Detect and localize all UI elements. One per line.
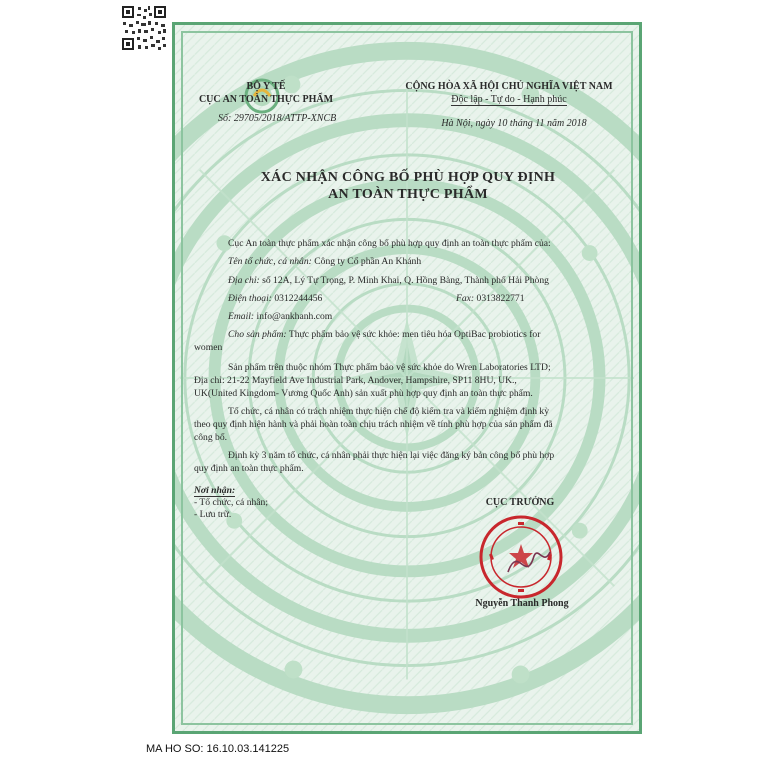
recipients-label-text: Nơi nhận: — [194, 485, 236, 496]
fax-label: Fax: — [456, 293, 475, 304]
paragraph2-line3: công bố. — [194, 432, 228, 443]
national-motto — [384, 93, 634, 107]
paragraph3-line1: Định kỳ 3 năm tổ chức, cá nhân phải thực hiện lại việc đăng ký bản công bố phù hợp — [228, 450, 555, 461]
paragraph1-line2: Địa chỉ: 21-22 Mayfield Ave Industrial Park, Andover, Hampshire, SP11 8HU, UK., — [194, 375, 517, 386]
document-title-line1: XÁC NHẬN CÔNG BỐ PHÙ HỢP QUY ĐỊNH — [260, 170, 556, 185]
organization-label: Tên tổ chức, cá nhân: — [228, 256, 312, 267]
issue-date: Hà Nội, ngày 10 tháng 11 năm 2018 — [441, 118, 587, 129]
signatory-name: Nguyễn Thanh Phong — [475, 598, 569, 609]
paragraph2-line1: Tổ chức, cá nhân có trách nhiệm thực hiện chế độ kiểm tra và kiểm nghiệm định kỳ — [228, 406, 550, 417]
phone-label: Điện thoại: — [228, 293, 272, 304]
paragraph3-line2: quy định an toàn thực phẩm. — [194, 463, 304, 474]
recipients-label — [194, 485, 344, 498]
ministry-name: BỘ Y TẾ — [246, 81, 286, 92]
motto-text: Độc lập - Tự do - Hạnh phúc — [451, 94, 567, 105]
document-number: Số: 29705/2018/ATTP-XNCB — [218, 113, 337, 124]
dossier-code: MA HO SO: 16.10.03.141225 — [146, 743, 290, 755]
department-name: CỤC AN TOÀN THỰC PHẨM — [198, 94, 334, 105]
country-name: CỘNG HÒA XÃ HỘI CHỦ NGHĨA VIỆT NAM — [405, 81, 613, 92]
phone-line — [228, 293, 428, 306]
organization-line — [228, 256, 623, 269]
phone-value: 0312244456 — [274, 293, 323, 304]
email-label: Email: — [228, 311, 255, 322]
fax-line — [456, 293, 616, 306]
qr-code — [120, 4, 168, 52]
paragraph1-line1: Sản phẩm trên thuộc nhóm Thực phẩm bảo vệ sức khỏe do Wren Laboratories LTD; — [228, 362, 551, 373]
intro-text: Cục An toàn thực phẩm xác nhận công bố phù hợp quy định an toàn thực phẩm của: — [228, 238, 551, 249]
email-line — [228, 311, 623, 324]
recipient-item-1: - Tổ chức, cá nhân; — [194, 497, 269, 508]
product-line2: women — [194, 342, 223, 353]
recipient-item-2: - Lưu trữ. — [194, 509, 232, 520]
paragraph1-line3: UK(United Kingdom- Vương Quốc Anh) sản xuất phù hợp quy định an toàn thực phẩm. — [194, 388, 533, 399]
organization-value: Công ty Cổ phần An Khánh — [314, 256, 422, 267]
product-line1 — [228, 329, 623, 342]
email-value: info@ankhanh.com — [256, 311, 333, 322]
fax-value: 0313822771 — [476, 293, 525, 304]
document-title-line2: AN TOÀN THỰC PHẨM — [328, 187, 488, 202]
paragraph2-line2: theo quy định hiện hành và phải hoàn toàn chịu trách nhiệm về tính phù hợp của sản phẩm đã — [194, 419, 553, 430]
address-value: số 12A, Lý Tự Trọng, P. Minh Khai, Q. Hồng Bàng, Thành phố Hải Phòng — [262, 275, 549, 286]
product-label: Cho sản phẩm: — [228, 329, 287, 340]
official-seal — [478, 514, 564, 600]
address-label: Địa chỉ: — [228, 275, 260, 286]
signatory-role: CỤC TRƯỞNG — [485, 497, 555, 508]
product-value: Thực phẩm bảo vệ sức khỏe: men tiêu hóa OptiBac probiotics for — [288, 329, 541, 340]
address-line — [228, 275, 623, 288]
